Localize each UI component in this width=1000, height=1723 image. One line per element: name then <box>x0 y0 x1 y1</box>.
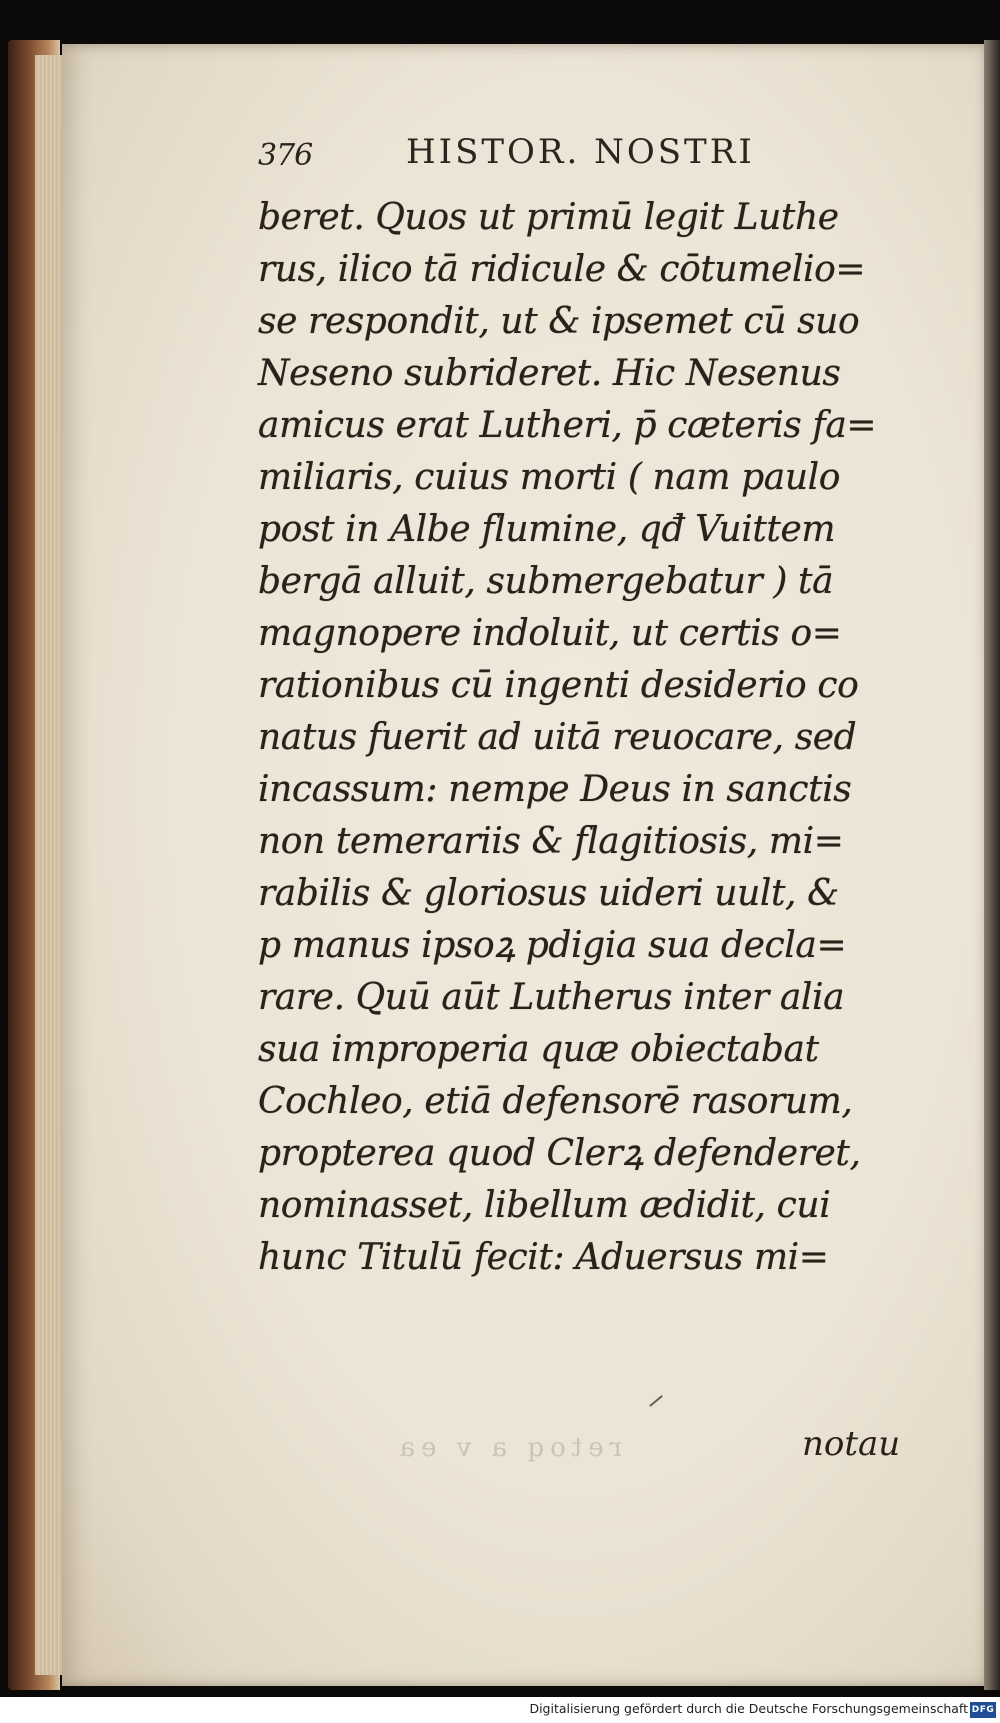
text-line: sua improperia quæ obiectabat <box>258 1029 819 1070</box>
dfg-logo: DFG <box>970 1702 996 1718</box>
bleed-through-text: retoq a v ea <box>393 1433 622 1463</box>
text-line: hunc Titulū fecit: Aduersus mi= <box>258 1237 829 1278</box>
text-line: natus fuerit ad uitā reuocare, sed <box>258 717 857 758</box>
digitization-footer <box>0 1697 1000 1723</box>
funding-credit: Digitalisierung gefördert durch die Deutsche Forschungsgemeinschaft <box>529 1701 968 1716</box>
page-number: 376 <box>258 138 313 173</box>
text-line: rare. Quū aūt Lutherus inter alia <box>258 977 845 1018</box>
page-edges <box>35 55 65 1675</box>
running-title: HISTOR. NOSTRI <box>406 132 755 172</box>
text-line: Neseno subrideret. Hic Nesenus <box>258 353 841 394</box>
text-line: propterea quod Clerꝝ defenderet, <box>258 1133 861 1174</box>
text-line: magnopere indoluit, ut certis o= <box>258 613 842 654</box>
text-line: post in Albe flumine, qđ Vuittem <box>258 509 836 550</box>
text-line: Cochleo, etiā defensorē rasorum, <box>258 1081 853 1122</box>
text-line: p manus ipsoꝝ pdigia sua decla= <box>258 925 847 966</box>
text-line: rus, ilico tā ridicule & cōtumelio= <box>258 249 866 290</box>
catchword: notau <box>802 1424 901 1464</box>
gutter-shadow <box>984 40 1000 1690</box>
text-line: rationibus cū ingenti desiderio co <box>258 665 859 706</box>
text-line: se respondit, ut & ipsemet cū suo <box>258 301 860 342</box>
body-text <box>258 192 948 1284</box>
text-line: non temerariis & flagitiosis, mi= <box>258 821 844 862</box>
text-line: miliaris, cuius morti ( nam paulo <box>258 457 841 498</box>
page-header <box>258 132 858 182</box>
text-line: beret. Quos ut primū legit Luthe <box>258 197 839 238</box>
text-line: bergā alluit, submergebatur ) tā <box>258 561 834 602</box>
text-line: incassum: nempe Deus in sanctis <box>258 769 852 810</box>
text-line: rabilis & gloriosus uideri uult, & <box>258 873 839 914</box>
text-line: amicus erat Lutheri, p̄ cæteris fa= <box>258 405 877 446</box>
text-line: nominasset, libellum ædidit, cui <box>258 1185 831 1226</box>
